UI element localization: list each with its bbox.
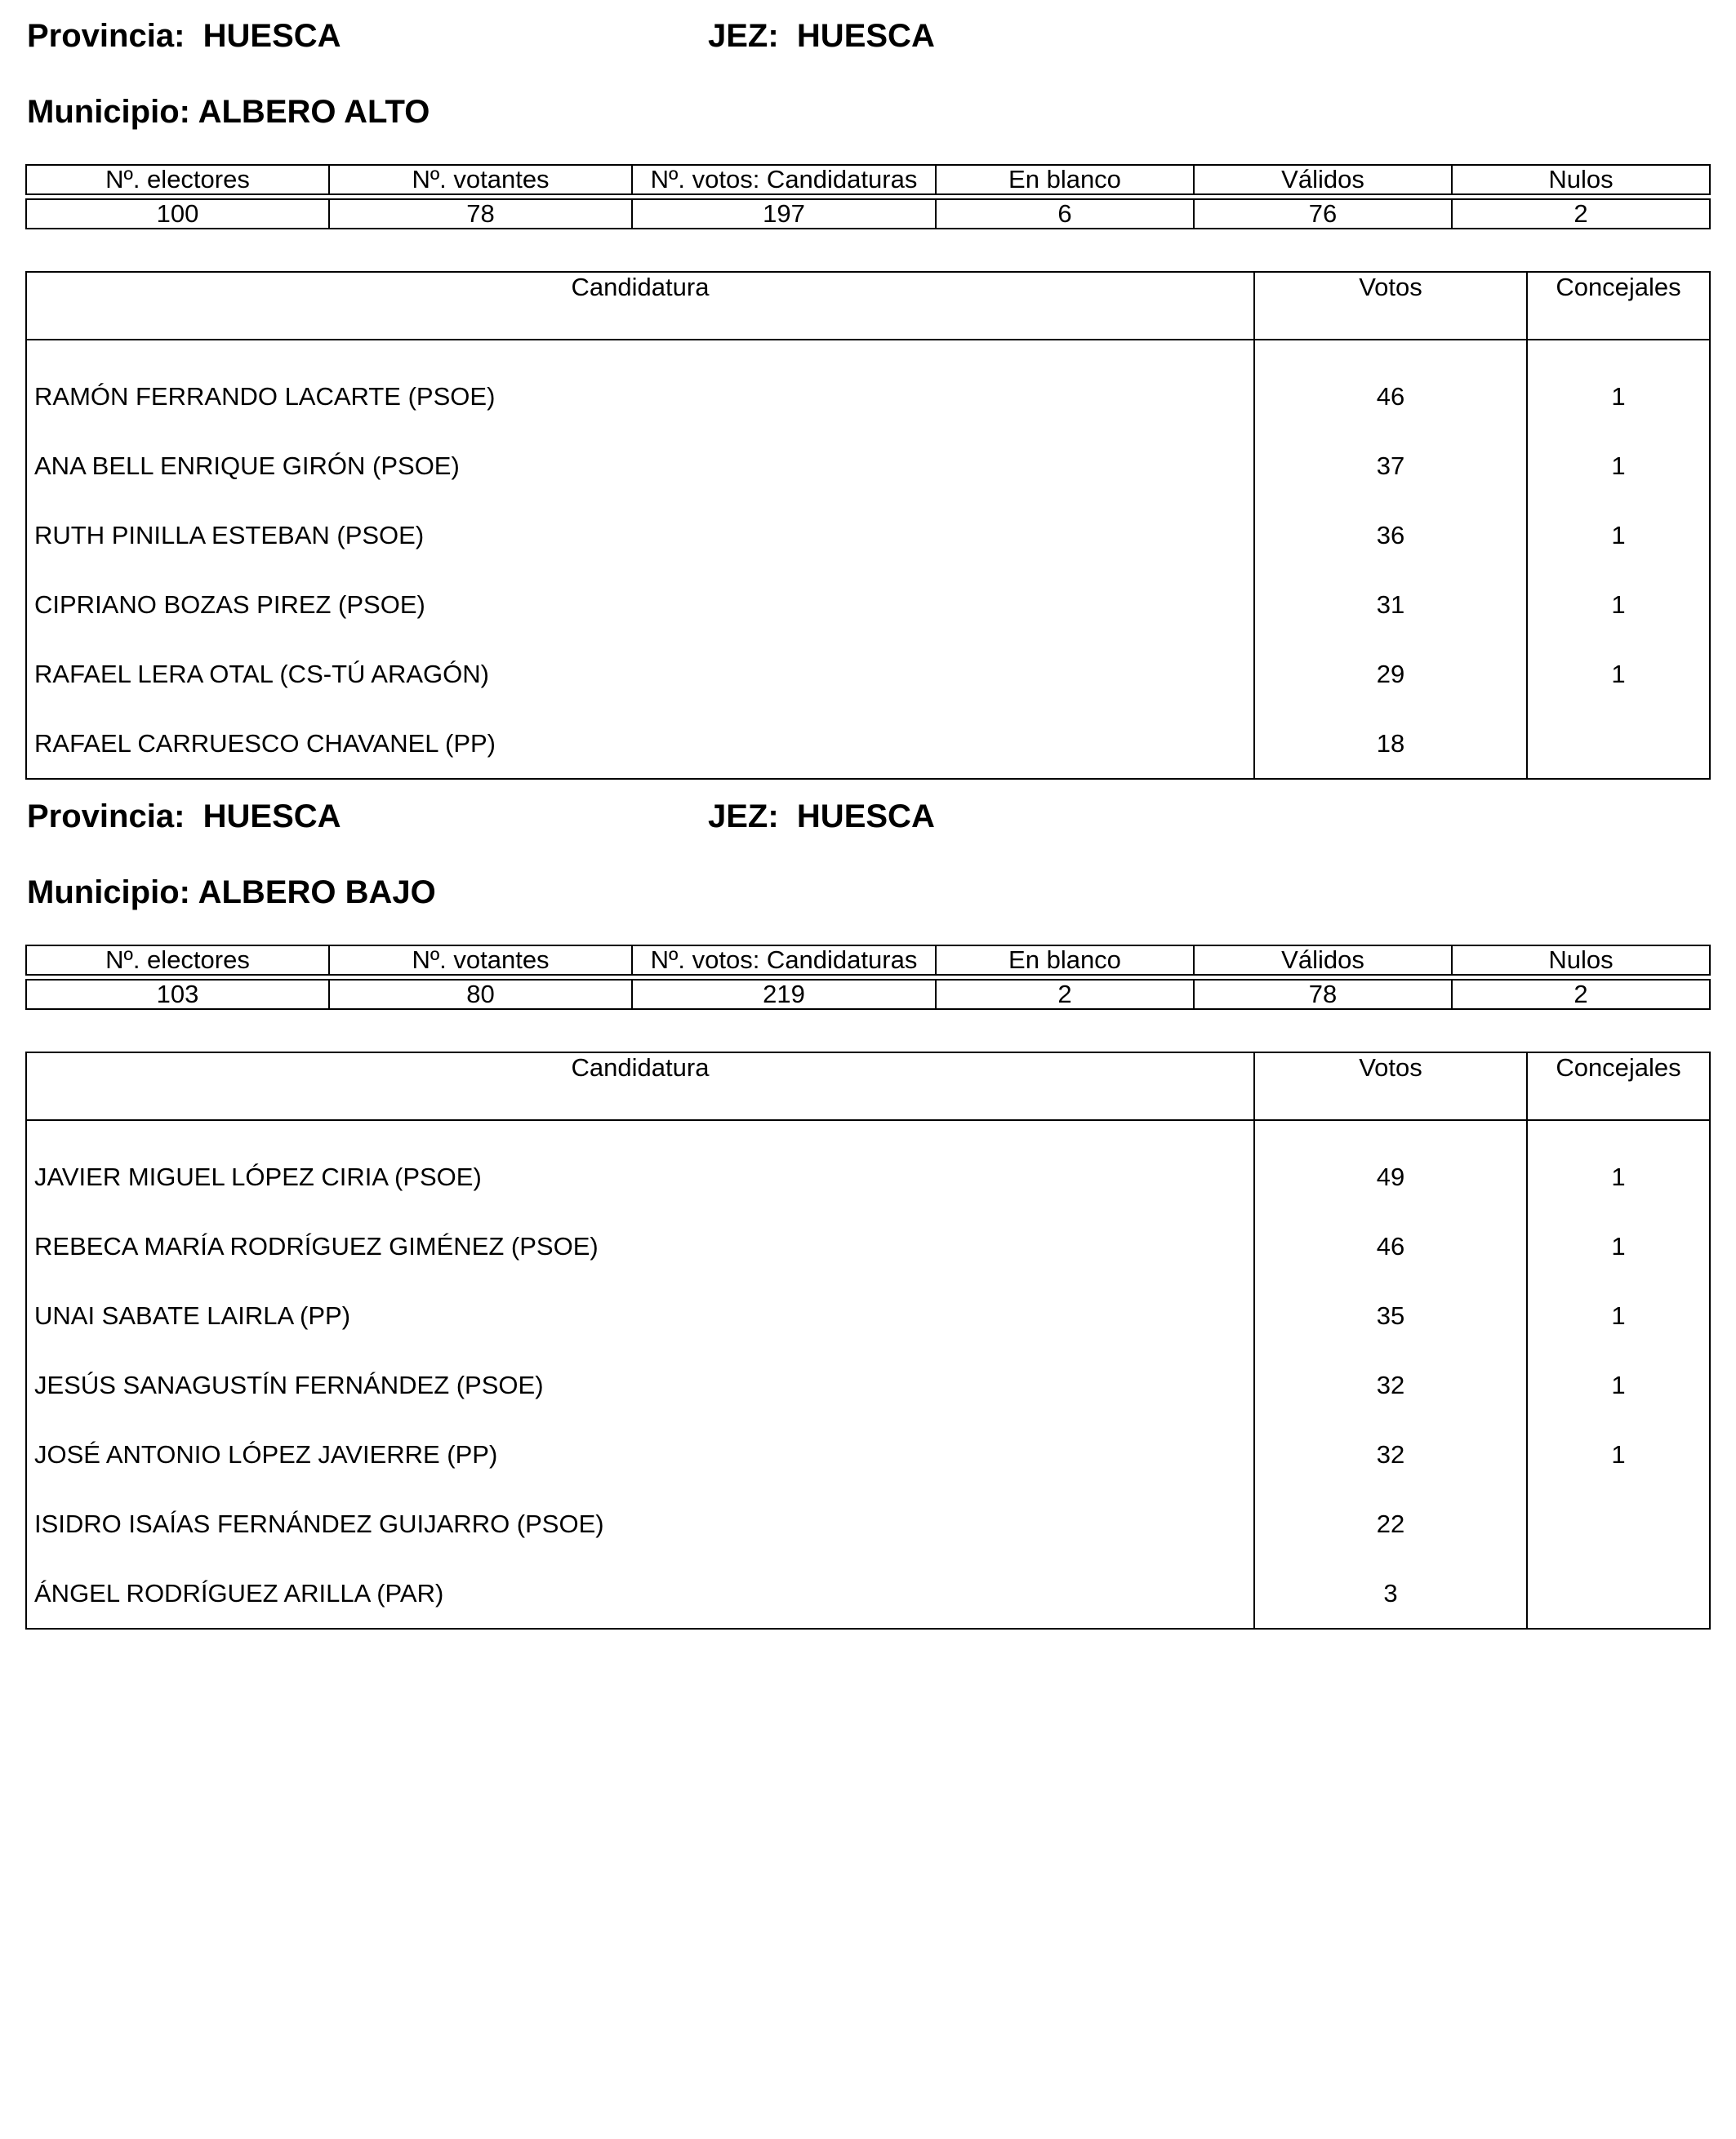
jez-line <box>708 798 935 835</box>
candidate-name: ÁNGEL RODRÍGUEZ ARILLA (PAR) <box>34 1578 444 1608</box>
header-votantes: Nº. votantes <box>329 165 632 194</box>
summary-header-row <box>26 165 1710 194</box>
candidate-name: RAFAEL LERA OTAL (CS-TÚ ARAGÓN) <box>34 659 489 688</box>
value-votos-candidaturas: 197 <box>632 199 936 229</box>
municipio-block-albero-alto <box>25 18 1709 758</box>
summary-value-row <box>26 980 1710 1009</box>
candidate-votes: 46 <box>1254 1212 1527 1281</box>
table-row <box>26 340 1710 431</box>
candidate-concejales <box>1527 1489 1710 1559</box>
value-nulos: 2 <box>1452 980 1710 1009</box>
candidate-concejales <box>1527 1559 1710 1629</box>
candidate-name: ANA BELL ENRIQUE GIRÓN (PSOE) <box>34 451 460 480</box>
candidate-concejales: 1 <box>1527 1350 1710 1420</box>
municipio-label: Municipio: <box>27 94 190 130</box>
value-votos-candidaturas: 219 <box>632 980 936 1009</box>
header-electores: Nº. electores <box>26 945 329 975</box>
municipio-line <box>27 94 430 131</box>
header-votos-candidaturas: Nº. votos: Candidaturas <box>632 165 936 194</box>
value-en-blanco: 2 <box>936 980 1194 1009</box>
table-row <box>26 1212 1710 1281</box>
jez-value: HUESCA <box>796 798 935 834</box>
jez-line <box>708 18 935 55</box>
candidate-concejales <box>1527 709 1710 779</box>
header-electores: Nº. electores <box>26 165 329 194</box>
municipio-block-albero-bajo <box>25 798 1709 1608</box>
header-nulos: Nulos <box>1452 165 1710 194</box>
candidate-votes: 29 <box>1254 639 1527 709</box>
candidate-votes: 31 <box>1254 570 1527 639</box>
candidate-votes: 22 <box>1254 1489 1527 1559</box>
table-row <box>26 709 1710 779</box>
header-concejales: Concejales <box>1527 1052 1710 1120</box>
table-row <box>26 1350 1710 1420</box>
municipio-label: Municipio: <box>27 874 190 910</box>
candidate-votes: 37 <box>1254 431 1527 500</box>
provincia-line <box>27 798 341 835</box>
candidate-concejales: 1 <box>1527 1420 1710 1489</box>
table-row <box>26 639 1710 709</box>
candidate-concejales: 1 <box>1527 570 1710 639</box>
candidate-concejales: 1 <box>1527 1281 1710 1350</box>
header-votantes: Nº. votantes <box>329 945 632 975</box>
candidate-name: JESÚS SANAGUSTÍN FERNÁNDEZ (PSOE) <box>34 1370 544 1399</box>
header-candidatura: Candidatura <box>26 1052 1254 1120</box>
candidate-votes: 35 <box>1254 1281 1527 1350</box>
municipio-value: ALBERO ALTO <box>198 94 430 130</box>
table-row <box>26 1559 1710 1629</box>
header-candidatura: Candidatura <box>26 272 1254 340</box>
table-row <box>26 431 1710 500</box>
candidate-concejales: 1 <box>1527 1212 1710 1281</box>
candidate-name: RAFAEL CARRUESCO CHAVANEL (PP) <box>34 728 496 758</box>
candidate-votes: 36 <box>1254 500 1527 570</box>
provincia-label: Provincia: <box>27 798 185 834</box>
provincia-line <box>27 18 341 55</box>
candidate-votes: 46 <box>1254 340 1527 431</box>
candidate-name: RAMÓN FERRANDO LACARTE (PSOE) <box>34 381 496 411</box>
candidate-concejales: 1 <box>1527 431 1710 500</box>
candidate-name: REBECA MARÍA RODRÍGUEZ GIMÉNEZ (PSOE) <box>34 1231 599 1261</box>
table-row <box>26 1120 1710 1212</box>
provincia-value: HUESCA <box>203 18 341 54</box>
candidate-name: ISIDRO ISAÍAS FERNÁNDEZ GUIJARRO (PSOE) <box>34 1509 604 1538</box>
header-validos: Válidos <box>1194 165 1452 194</box>
header-votos: Votos <box>1254 1052 1527 1120</box>
summary-table <box>25 164 1711 229</box>
candidate-concejales: 1 <box>1527 340 1710 431</box>
candidate-name: RUTH PINILLA ESTEBAN (PSOE) <box>34 520 425 549</box>
candidate-concejales: 1 <box>1527 500 1710 570</box>
table-row <box>26 1489 1710 1559</box>
candidate-votes: 3 <box>1254 1559 1527 1629</box>
candidate-concejales: 1 <box>1527 639 1710 709</box>
header-concejales: Concejales <box>1527 272 1710 340</box>
table-row <box>26 500 1710 570</box>
jez-value: HUESCA <box>796 18 935 54</box>
summary-header-row <box>26 945 1710 975</box>
provincia-value: HUESCA <box>203 798 341 834</box>
table-row <box>26 570 1710 639</box>
candidate-votes: 32 <box>1254 1420 1527 1489</box>
value-validos: 76 <box>1194 199 1452 229</box>
header-validos: Válidos <box>1194 945 1452 975</box>
candidate-votes: 18 <box>1254 709 1527 779</box>
value-validos: 78 <box>1194 980 1452 1009</box>
value-electores: 100 <box>26 199 329 229</box>
candidates-table <box>25 1052 1711 1630</box>
summary-value-row <box>26 199 1710 229</box>
value-electores: 103 <box>26 980 329 1009</box>
table-row <box>26 1420 1710 1489</box>
candidates-table <box>25 271 1711 780</box>
header-votos: Votos <box>1254 272 1527 340</box>
header-en-blanco: En blanco <box>936 945 1194 975</box>
header-votos-candidaturas: Nº. votos: Candidaturas <box>632 945 936 975</box>
candidate-name: JOSÉ ANTONIO LÓPEZ JAVIERRE (PP) <box>34 1439 498 1469</box>
value-votantes: 80 <box>329 980 632 1009</box>
summary-table <box>25 945 1711 1010</box>
province-header <box>25 798 1709 847</box>
candidate-votes: 32 <box>1254 1350 1527 1420</box>
value-nulos: 2 <box>1452 199 1710 229</box>
jez-label: JEZ: <box>708 798 779 834</box>
value-votantes: 78 <box>329 199 632 229</box>
province-header <box>25 18 1709 67</box>
candidates-header-row <box>26 272 1710 340</box>
candidate-name: UNAI SABATE LAIRLA (PP) <box>34 1301 351 1330</box>
municipio-value: ALBERO BAJO <box>198 874 436 910</box>
provincia-label: Provincia: <box>27 18 185 54</box>
header-nulos: Nulos <box>1452 945 1710 975</box>
candidate-name: JAVIER MIGUEL LÓPEZ CIRIA (PSOE) <box>34 1162 482 1191</box>
table-row <box>26 1281 1710 1350</box>
candidate-name: CIPRIANO BOZAS PIREZ (PSOE) <box>34 589 425 619</box>
jez-label: JEZ: <box>708 18 779 54</box>
municipio-line <box>27 874 436 911</box>
candidates-header-row <box>26 1052 1710 1120</box>
header-en-blanco: En blanco <box>936 165 1194 194</box>
candidate-votes: 49 <box>1254 1120 1527 1212</box>
candidate-concejales: 1 <box>1527 1120 1710 1212</box>
value-en-blanco: 6 <box>936 199 1194 229</box>
